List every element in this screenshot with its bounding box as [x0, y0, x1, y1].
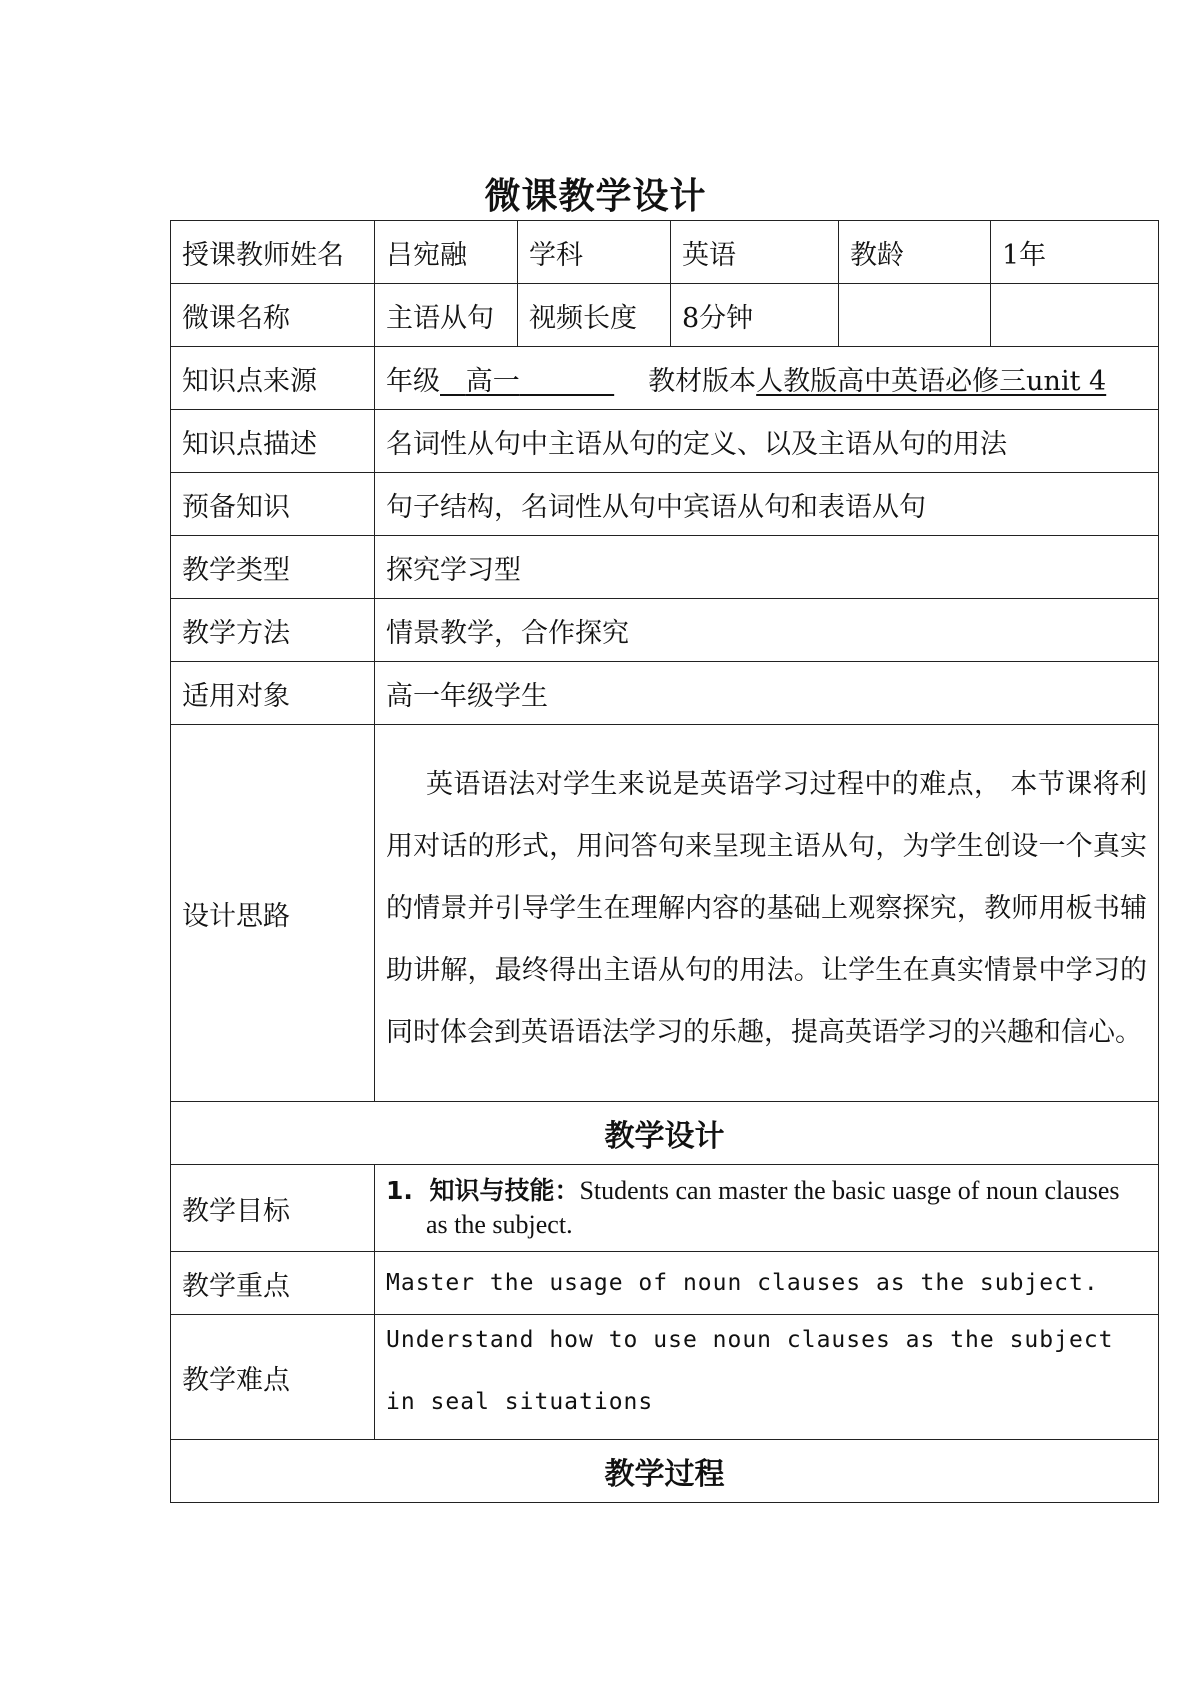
course-label: 微课名称 — [171, 284, 375, 347]
subject-label: 学科 — [518, 221, 671, 284]
audience-value: 高一年级学生 — [375, 662, 1159, 725]
duration-label: 视频长度 — [518, 284, 671, 347]
difficulty-cell — [375, 1315, 1159, 1440]
focus-value: Master the usage of noun clauses as the subject. — [375, 1252, 1159, 1315]
focus-label: 教学重点 — [171, 1252, 375, 1315]
type-value: 探究学习型 — [375, 536, 1159, 599]
grade-value: 高一 — [465, 365, 520, 397]
section-heading-process: 教学过程 — [171, 1440, 1159, 1503]
teacher-label: 授课教师姓名 — [171, 221, 375, 284]
table-row — [171, 473, 1159, 536]
table-row — [171, 1440, 1159, 1503]
design-cell — [375, 725, 1159, 1102]
table-row — [171, 284, 1159, 347]
goal-number: 1. — [386, 1176, 413, 1205]
table-row — [171, 662, 1159, 725]
teacher-value: 吕宛融 — [375, 221, 518, 284]
subject-value: 英语 — [671, 221, 839, 284]
design-label: 设计思路 — [171, 725, 375, 1102]
source-label: 知识点来源 — [171, 347, 375, 410]
experience-value: 1年 — [991, 221, 1159, 284]
table-row — [171, 599, 1159, 662]
section-heading-design: 教学设计 — [171, 1102, 1159, 1165]
table-row — [171, 410, 1159, 473]
document-title: 微课教学设计 — [484, 175, 707, 217]
table-row — [171, 1315, 1159, 1440]
prereq-label: 预备知识 — [171, 473, 375, 536]
table-row — [171, 1252, 1159, 1315]
difficulty-value: Understand how to use noun clauses as the subject in seal situations — [386, 1327, 1114, 1415]
lesson-design-table — [170, 220, 1159, 1503]
table-row — [171, 1165, 1159, 1252]
goal-cell — [375, 1165, 1159, 1252]
table-row — [171, 1102, 1159, 1165]
method-value: 情景教学，合作探究 — [375, 599, 1159, 662]
empty-cell — [991, 284, 1159, 347]
goal-text: Students can master the basic uasge of noun clauses as the subject. — [426, 1176, 1120, 1239]
description-value: 名词性从句中主语从句的定义、以及主语从句的用法 — [375, 410, 1159, 473]
goal-label: 教学目标 — [171, 1165, 375, 1252]
experience-label: 教龄 — [839, 221, 991, 284]
textbook-label: 教材版本 — [648, 365, 757, 397]
prereq-value: 句子结构，名词性从句中宾语从句和表语从句 — [375, 473, 1159, 536]
source-value — [375, 347, 1159, 410]
type-label: 教学类型 — [171, 536, 375, 599]
method-label: 教学方法 — [171, 599, 375, 662]
duration-value: 8分钟 — [671, 284, 839, 347]
empty-cell — [839, 284, 991, 347]
table-row — [171, 536, 1159, 599]
difficulty-label: 教学难点 — [171, 1315, 375, 1440]
design-value: 英语语法对学生来说是英语学习过程中的难点， 本节课将利用对话的形式，用问答句来呈现主语从句，为学生创设一个真实的情景并引导学生在理解内容的基础上观察探究，教师用板书辅助讲解，最终得出主语从句的用法。让学生在真实情景中学习的同时体会到英语语法学习的乐趣，提高英语学习的兴趣和信心。 — [386, 769, 1147, 1048]
textbook-value: 人教版高中英语必修三unit 4 — [756, 365, 1107, 397]
description-label: 知识点描述 — [171, 410, 375, 473]
table-row — [171, 221, 1159, 284]
goal-value — [386, 1174, 1147, 1242]
goal-heading: 知识与技能： — [429, 1176, 580, 1205]
grade-label: 年级 — [386, 365, 440, 397]
course-value: 主语从句 — [375, 284, 518, 347]
table-row — [171, 347, 1159, 410]
table-row — [171, 725, 1159, 1102]
audience-label: 适用对象 — [171, 662, 375, 725]
